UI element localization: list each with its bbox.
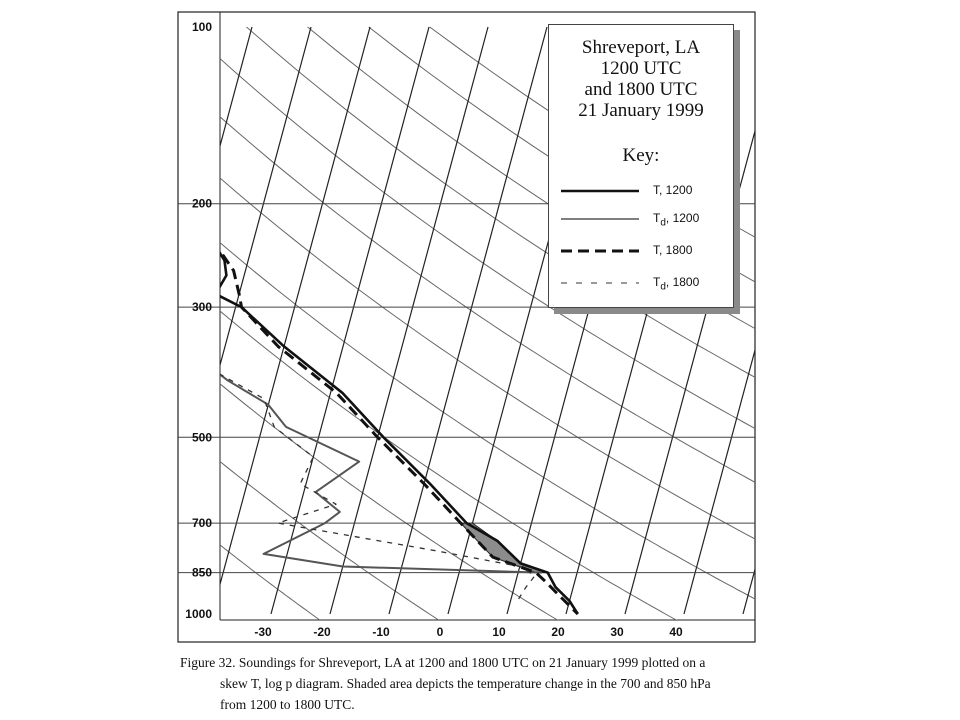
isotherm bbox=[153, 27, 311, 614]
key-swatch-dashed-thick bbox=[561, 245, 641, 259]
key-title-line-2: 1200 UTC bbox=[600, 58, 682, 79]
caption-line-2: skew T, log p diagram. Shaded area depicts the temperature change in the 700 and 850 hPa bbox=[220, 676, 711, 691]
key-title-line-1: Shreveport, LA bbox=[581, 37, 701, 58]
caption-line-1: Figure 32. Soundings for Shreveport, LA at 1200 and 1800 UTC on 21 January 1999 plotted on a bbox=[180, 655, 706, 670]
key-label: $T_d$, 1200 bbox=[653, 211, 700, 229]
figure-caption bbox=[180, 652, 790, 715]
key-swatch-solid-thin bbox=[561, 213, 641, 227]
isotherm bbox=[743, 27, 901, 614]
temperature-tick-label: 40 bbox=[669, 625, 683, 639]
key-label: T, 1200 bbox=[653, 183, 693, 197]
pressure-label: 850 bbox=[191, 565, 212, 580]
legend-box bbox=[548, 24, 734, 308]
key-swatch-solid-thick bbox=[561, 185, 641, 199]
series-line-4 bbox=[0, 27, 535, 604]
pressure-label: 700 bbox=[191, 516, 212, 531]
key-title-line-3: and 1800 UTC bbox=[584, 79, 698, 100]
temperature-tick-label: 30 bbox=[610, 625, 624, 639]
key-entry-td-1200 bbox=[561, 211, 731, 231]
temperature-tick-label: -20 bbox=[313, 625, 331, 639]
temperature-labels bbox=[254, 625, 683, 639]
key-title-line-4: 21 January 1999 bbox=[578, 100, 704, 121]
key-entry-t-1800 bbox=[561, 243, 731, 263]
temperature-tick-label: 10 bbox=[492, 625, 506, 639]
isotherm bbox=[94, 27, 252, 614]
isotherm bbox=[35, 27, 193, 614]
pressure-label: 300 bbox=[191, 300, 212, 315]
temperature-tick-label: 20 bbox=[551, 625, 565, 639]
key-heading: Key: bbox=[622, 145, 660, 166]
isotherm bbox=[0, 27, 16, 614]
key-label: $T_d$, 1800 bbox=[653, 275, 700, 293]
isotherm bbox=[0, 27, 134, 614]
pressure-label: 200 bbox=[191, 196, 212, 211]
temperature-tick-label: -30 bbox=[254, 625, 272, 639]
dry-adiabat bbox=[124, 27, 960, 626]
dry-adiabat bbox=[0, 27, 449, 626]
pressure-label: 100 bbox=[191, 20, 212, 34]
key-entry-t-1200 bbox=[561, 183, 731, 203]
key-label: T, 1800 bbox=[653, 243, 693, 257]
isotherm bbox=[0, 27, 75, 614]
series-line-1 bbox=[69, 27, 578, 614]
key-entry-td-1800 bbox=[561, 275, 731, 295]
series-line-2 bbox=[0, 27, 542, 573]
caption-line-3: from 1200 to 1800 UTC. bbox=[220, 697, 355, 712]
sounding-lines bbox=[0, 27, 578, 614]
isotherm bbox=[271, 27, 429, 614]
pressure-labels bbox=[185, 20, 212, 621]
temperature-tick-label: -10 bbox=[372, 625, 390, 639]
temperature-tick-label: 0 bbox=[436, 625, 444, 639]
isotherms bbox=[0, 27, 901, 614]
pressure-label: 500 bbox=[191, 430, 212, 445]
key-swatch-dashed-thin bbox=[561, 277, 641, 291]
series-line-3 bbox=[69, 27, 578, 614]
pressure-label: 1000 bbox=[185, 607, 212, 621]
dry-adiabat bbox=[0, 27, 329, 626]
